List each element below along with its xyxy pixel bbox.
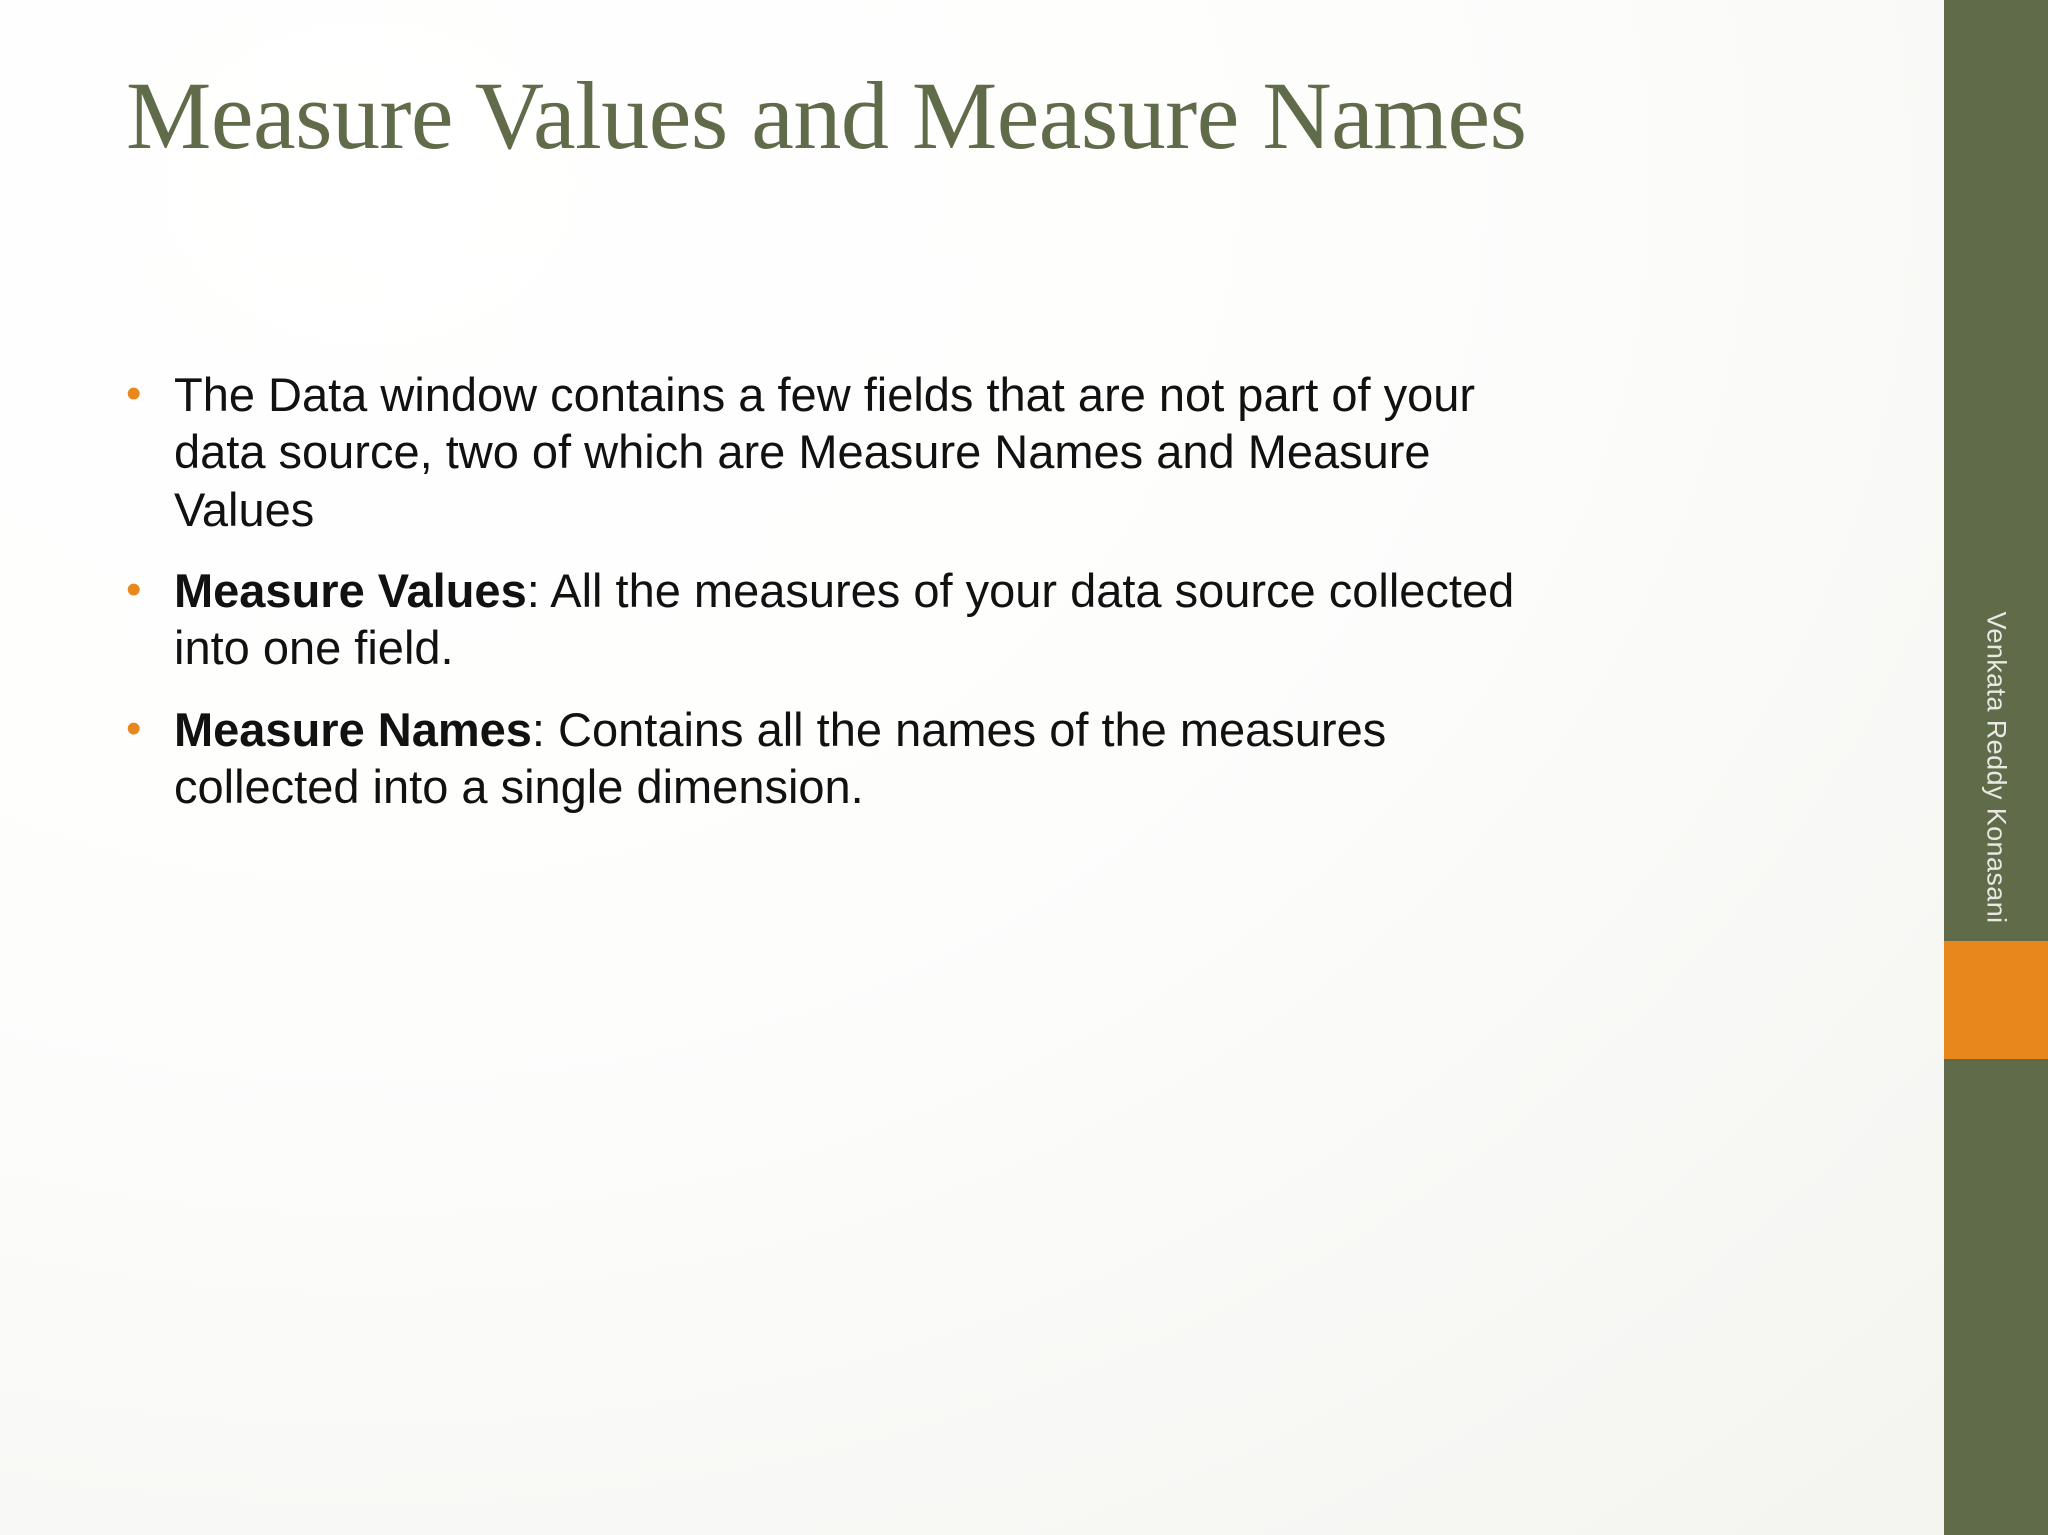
list-item-text-body: The Data window contains a few fields that are not part of your data source, two of which are Measure Names and Measure Values	[174, 368, 1476, 536]
page-title: Measure Values and Measure Names	[126, 62, 1527, 169]
list-item-text	[174, 701, 1526, 816]
list-item	[126, 562, 1526, 677]
bullet-marker-icon: •	[126, 564, 142, 614]
list-item-text-body: : Contains all the names of the measures collected into a single dimension.	[174, 702, 1387, 813]
bullet-marker-icon: •	[126, 369, 142, 418]
list-item-text-body: : All the measures of your data source collected into one field.	[174, 563, 1515, 675]
right-band-accent-block	[1944, 941, 2048, 1059]
list-item-text-lead: Measure Values	[174, 563, 527, 617]
list-item	[126, 366, 1526, 538]
bullet-list	[126, 366, 1526, 839]
list-item	[126, 701, 1526, 816]
author-sidebar-label: Venkata Reddy Konasani	[1981, 611, 2012, 924]
list-item-text	[174, 562, 1526, 677]
list-item-text	[174, 366, 1526, 538]
bullet-marker-icon: •	[126, 703, 142, 753]
right-color-band	[1944, 0, 2048, 1535]
list-item-text-lead: Measure Names	[174, 702, 532, 756]
